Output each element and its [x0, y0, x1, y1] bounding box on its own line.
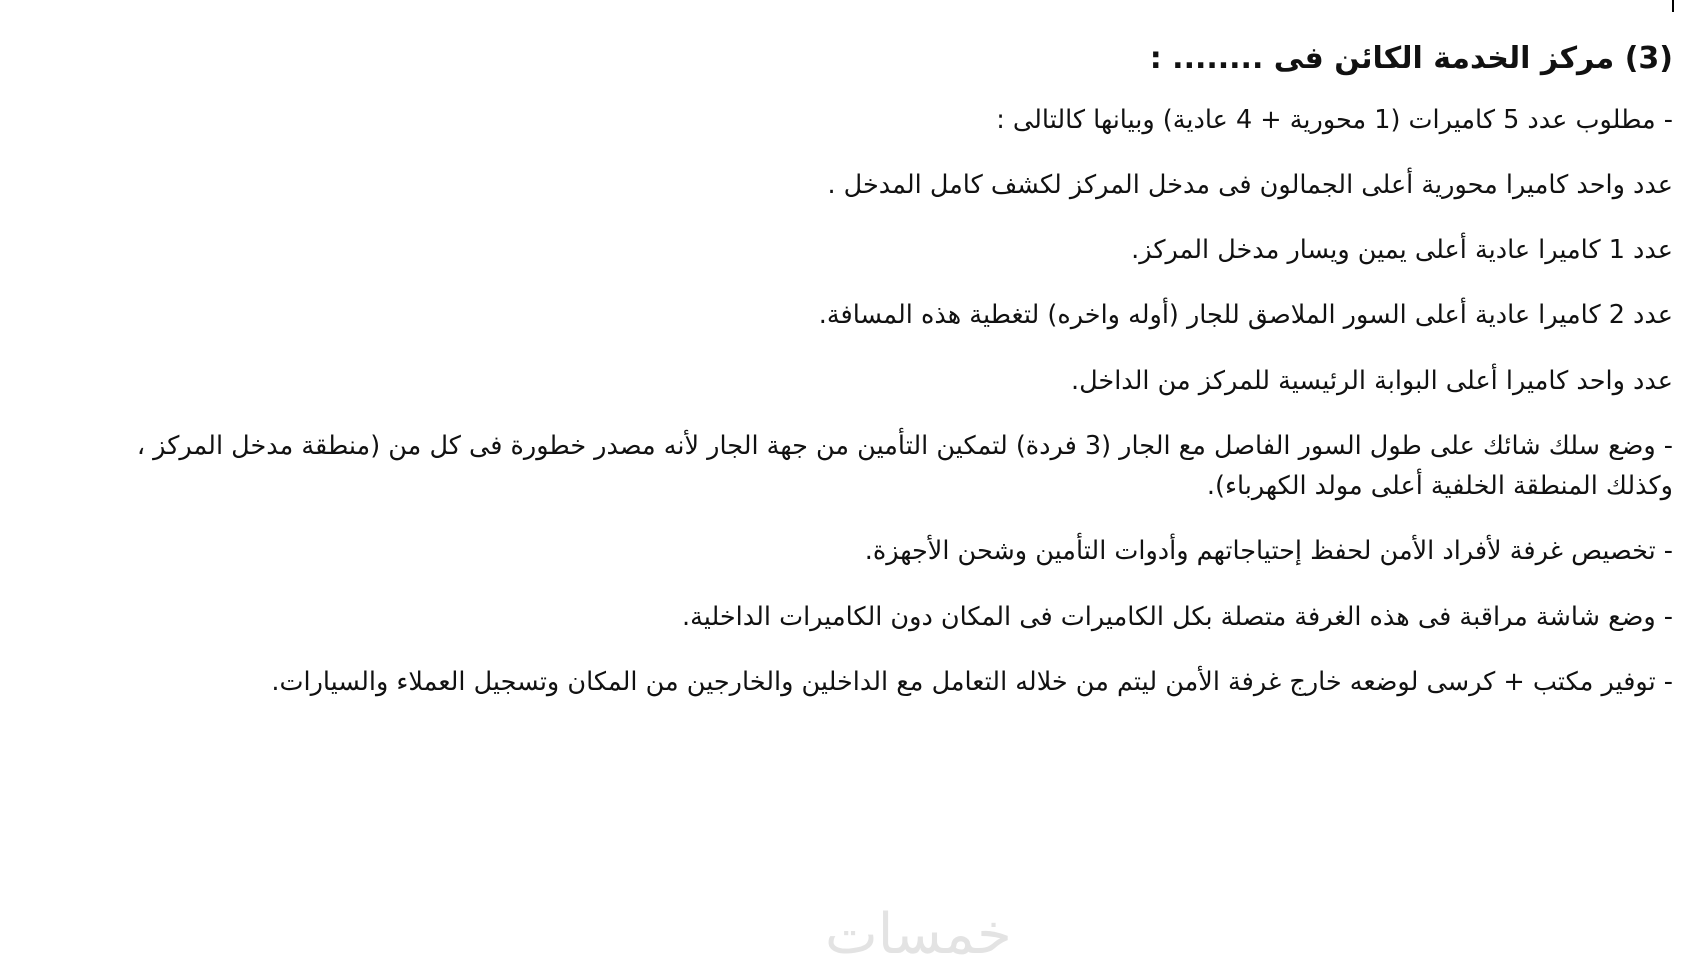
- paragraph-wall-cameras: عدد 2 كاميرا عادية أعلى السور الملاصق للجار (أوله واخره) لتغطية هذه المسافة.: [818, 300, 1673, 331]
- paragraph-cameras-required: - مطلوب عدد 5 كاميرات (1 محورية + 4 عادية) وبيانها كالتالى :: [996, 104, 1673, 135]
- paragraph-pivot-camera: عدد واحد كاميرا محورية أعلى الجمالون فى مدخل المركز لكشف كامل المدخل .: [827, 169, 1673, 200]
- document-body: [72, 40, 1673, 727]
- paragraph-gate-camera: عدد واحد كاميرا أعلى البوابة الرئيسية للمركز من الداخل.: [1071, 365, 1673, 396]
- paragraph-security-room: - تخصيص غرفة لأفراد الأمن لحفظ إحتياجاتهم وأدوات التأمين وشحن الأجهزة.: [864, 536, 1673, 567]
- text-cursor: [1672, 0, 1674, 12]
- paragraph-desk-chair: - توفير مكتب + كرسى لوضعه خارج غرفة الأمن ليتم من خلاله التعامل مع الداخلين والخارجين من المكان وتسجيل العملاء والسيارات.: [271, 667, 1673, 698]
- section-heading: (3) مركز الخدمة الكائن فى ........ :: [1149, 41, 1673, 76]
- paragraph-entrance-camera: عدد 1 كاميرا عادية أعلى يمين ويسار مدخل المركز.: [1131, 235, 1673, 266]
- paragraph-barbed-wire: - وضع سلك شائك على طول السور الفاصل مع الجار (3 فردة) لتمكين التأمين من جهة الجار لأنه مصدر خطورة فى كل من (منطقة مدخل المركز ، وكذلك المنطقة الخلفية أعلى مولد الكهرباء).: [136, 430, 1673, 502]
- paragraph-monitor-screen: - وضع شاشة مراقبة فى هذه الغرفة متصلة بكل الكاميرات فى المكان دون الكاميرات الداخلية.: [681, 601, 1673, 632]
- document-page: [60, 0, 1700, 970]
- watermark-logo: خمسات: [825, 902, 1012, 967]
